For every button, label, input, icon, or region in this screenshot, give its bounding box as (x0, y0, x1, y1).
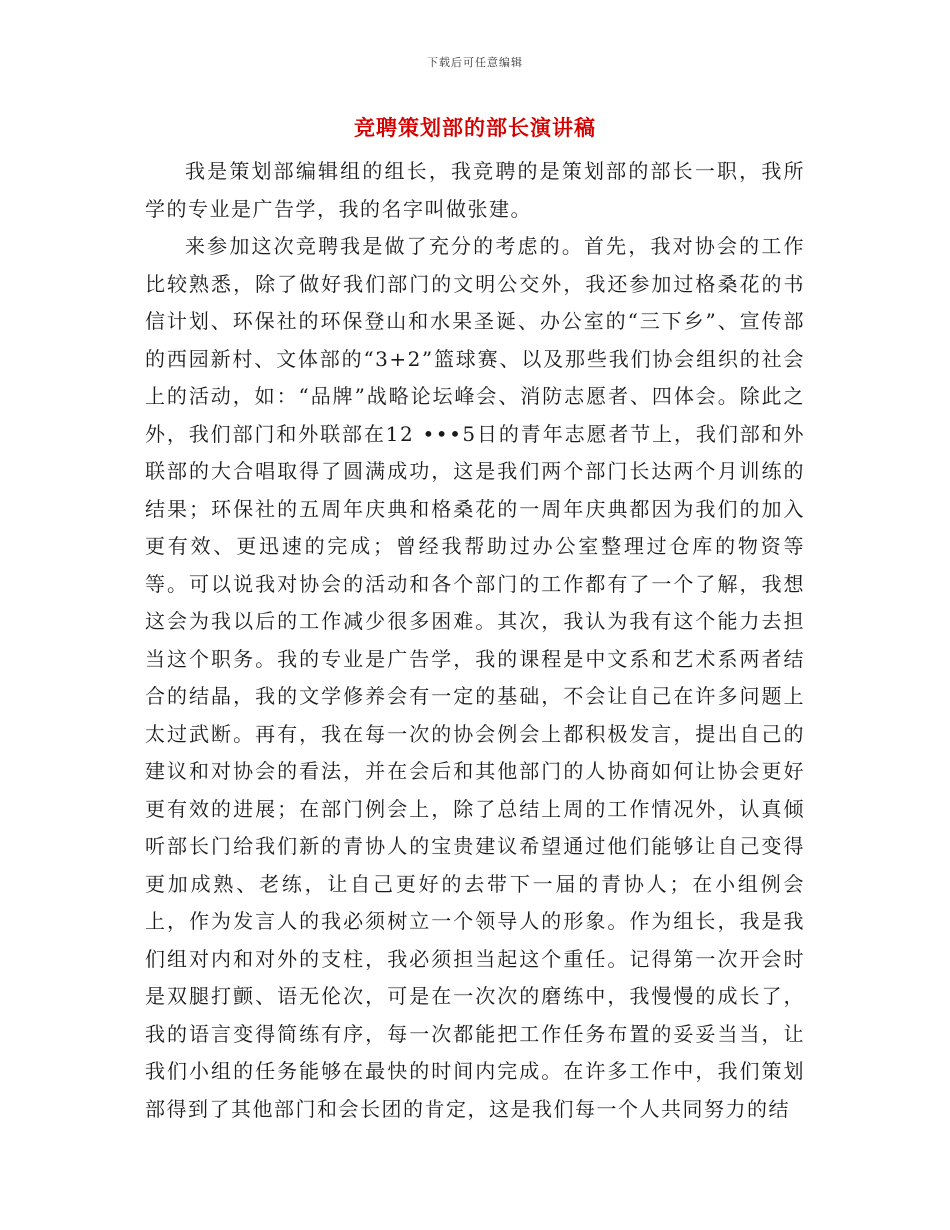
paragraph-main: 来参加这次竞聘我是做了充分的考虑的。首先，我对协会的工作比较熟悉，除了做好我们部门的文明公交外，我还参加过格桑花的书信计划、环保社的环保登山和水果圣诞、办公室的“三下乡”、宣传部的西园新村、文体部的“3+2”篮球赛、以及那些我们协会组织的社会上的活动，如：“品牌”战略论坛峰会、消防志愿者、四体会。除此之外，我们部门和外联部在12 •••5日的青年志愿者节上，我们部和外联部的大合唱取得了圆满成功，这是我们两个部门长达两个月训练的结果；环保社的五周年庆典和格桑花的一周年庆典都因为我们的加入更有效、更迅速的完成；曾经我帮助过办公室整理过仓库的物资等等。可以说我对协会的活动和各个部门的工作都有了一个了解，我想这会为我以后的工作减少很多困难。其次，我认为我有这个能力去担当这个职务。我的专业是广告学，我的课程是中文系和艺术系两者结合的结晶，我的文学修养会有一定的基础，不会让自己在许多问题上太过武断。再有，我在每一次的协会例会上都积极发言，提出自己的建议和对协会的看法，并在会后和其他部门的人协商如何让协会更好更有效的进展；在部门例会上，除了总结上周的工作情况外，认真倾听部长门给我们新的青协人的宝贵建议希望通过他们能够让自己变得更加成熟、老练，让自己更好的去带下一届的青协人；在小组例会上，作为发言人的我必须树立一个领导人的形象。作为组长，我是我们组对内和对外的支柱，我必须担当起这个重任。记得第一次开会时是双腿打颤、语无伦次，可是在一次次的磨练中，我慢慢的成长了，我的语言变得简练有序，每一次都能把工作任务布置的妥妥当当，让我们小组的任务能够在最快的时间内完成。在许多工作中，我们策划部得到了其他部门和会长团的肯定，这是我们每一个人共同努力的结 (145, 234, 805, 1121)
header-note: 下载后可任意编辑 (427, 56, 523, 69)
document-title: 竞聘策划部的部长演讲稿 (354, 115, 596, 140)
document-body (145, 153, 805, 1128)
paragraph-intro: 我是策划部编辑组的组长，我竞聘的是策划部的部长一职，我所学的专业是广告学，我的名字叫做张建。 (145, 159, 805, 221)
